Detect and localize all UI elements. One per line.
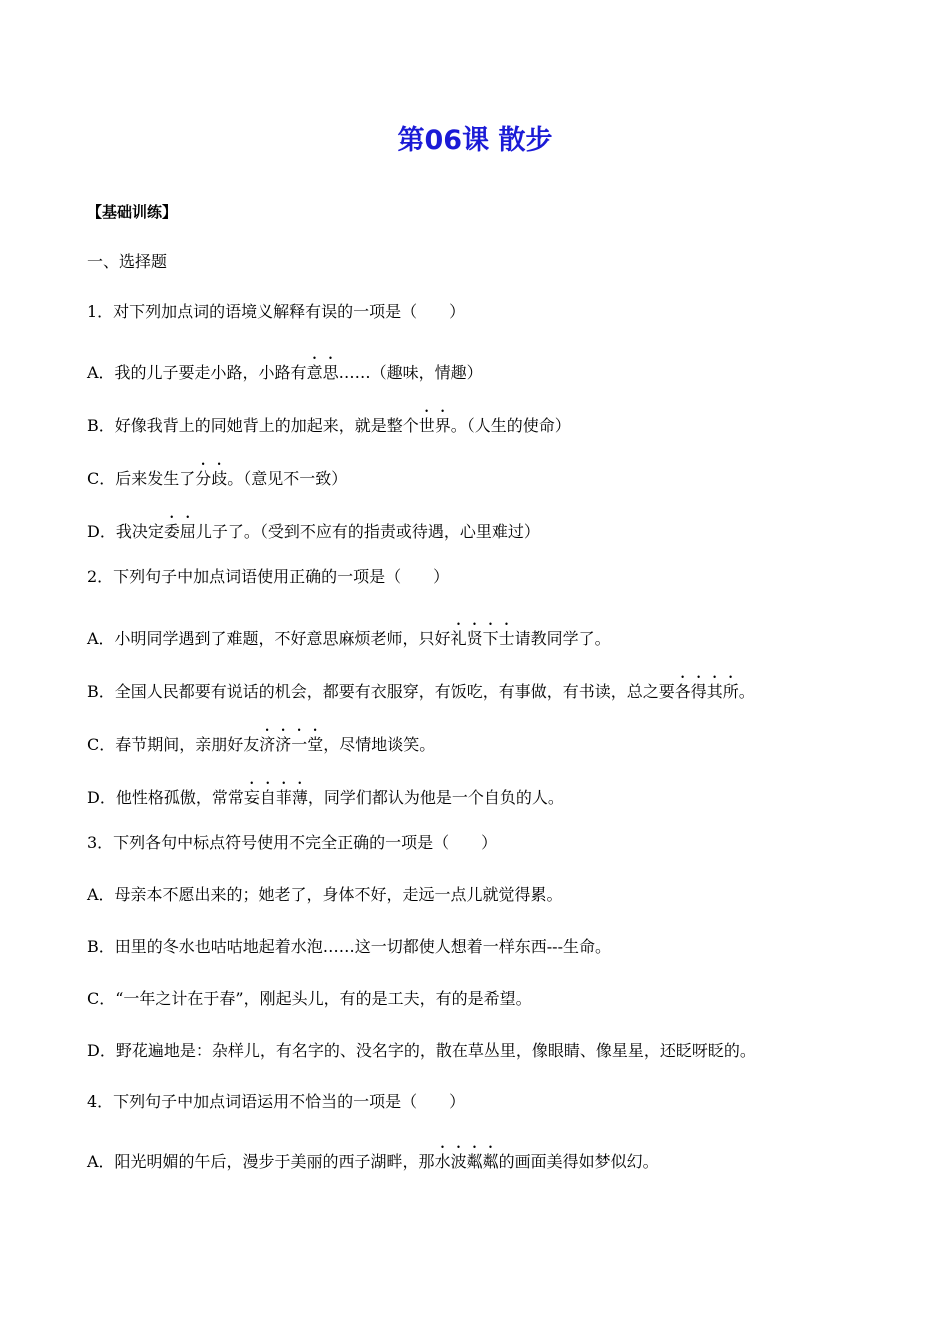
emphasized-word: 妄自菲薄: [243, 788, 308, 807]
question-2-option-c: C．春节期间，亲朋好友济济一堂，尽情地谈笑。: [87, 735, 436, 754]
question-3-option-b: B．田里的冬水也咕咕地起着水泡……这一切都使人想着一样东西---生命。: [87, 937, 611, 956]
question-1-option-d: D．我决定委屈儿子了。（受到不应有的指责或待遇，心里难过）: [87, 522, 540, 541]
question-1-option-c: C．后来发生了分歧。（意见不一致）: [87, 469, 348, 488]
emphasized-word: 各得其所: [674, 682, 739, 701]
part-heading: 一、选择题: [87, 252, 168, 271]
emphasized-word: 礼贤下士: [450, 629, 515, 648]
question-1-option-b: B．好像我背上的同她背上的加起来，就是整个世界。（人生的使命）: [87, 416, 571, 435]
emphasized-word: 委屈: [163, 522, 196, 541]
section-heading: 【基础训练】: [87, 203, 178, 221]
question-2-option-a: A．小明同学遇到了难题，不好意思麻烦老师，只好礼贤下士请教同学了。: [87, 629, 611, 648]
emphasized-word: 分歧: [195, 469, 228, 488]
question-3-option-c: C．“一年之计在于春”，刚起头儿，有的是工夫，有的是希望。: [87, 989, 532, 1008]
question-1-stem: 1．对下列加点词的语境义解释有误的一项是（ ）: [87, 302, 466, 321]
emphasized-word: 意思: [306, 363, 339, 382]
question-2-stem: 2．下列句子中加点词语使用正确的一项是（ ）: [87, 567, 450, 586]
question-4-option-a: A．阳光明媚的午后，漫步于美丽的西子湖畔，那水波粼粼的画面美得如梦似幻。: [87, 1152, 659, 1171]
question-2-option-d: D．他性格孤傲，常常妄自菲薄，同学们都认为他是一个自负的人。: [87, 788, 564, 807]
emphasized-word: 济济一堂: [259, 735, 324, 754]
question-4-stem: 4．下列句子中加点词语运用不恰当的一项是（ ）: [87, 1092, 466, 1111]
emphasized-word: 水波粼粼: [434, 1152, 499, 1171]
question-1-option-a: A．我的儿子要走小路，小路有意思……（趣味，情趣）: [87, 363, 483, 382]
question-3-option-a: A．母亲本不愿出来的；她老了，身体不好，走远一点儿就觉得累。: [87, 885, 563, 904]
question-3-stem: 3．下列各句中标点符号使用不完全正确的一项是（ ）: [87, 833, 498, 852]
question-3-option-d: D．野花遍地是：杂样儿，有名字的、没名字的，散在草丛里，像眼睛、像星星，还眨呀眨的。: [87, 1041, 756, 1060]
question-2-option-b: B．全国人民都要有说话的机会，都要有衣服穿，有饭吃，有事做，有书读，总之要各得其所。: [87, 682, 755, 701]
page-title: 第06课 散步: [397, 125, 553, 156]
emphasized-word: 世界: [418, 416, 451, 435]
